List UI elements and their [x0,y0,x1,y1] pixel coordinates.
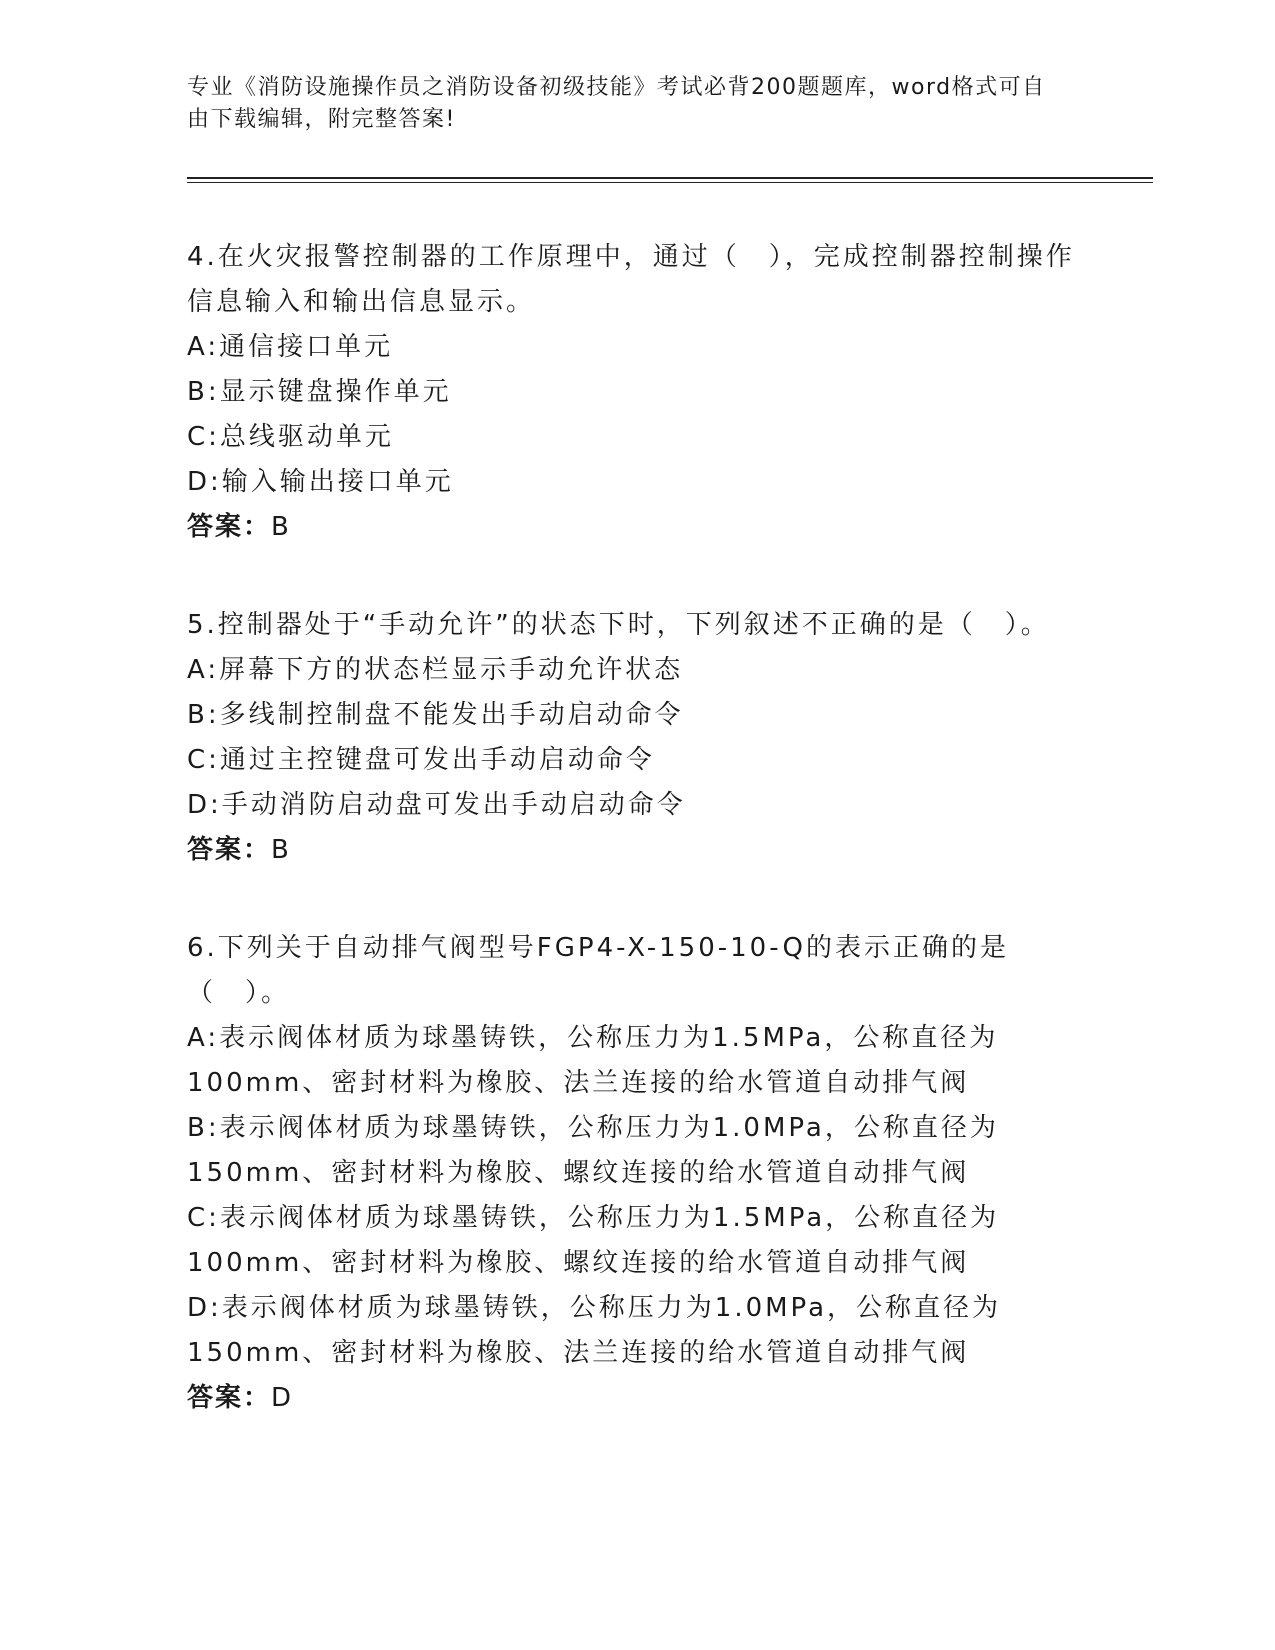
option-d: D:手动消防启动盘可发出手动启动命令 [187,790,686,820]
answer-value: D [271,1383,294,1413]
option-c: C:表示阀体材质为球墨铸铁，公称压力为1.5MPa，公称直径为100mm、密封材料为橡胶、螺纹连接的给水管道自动排气阀 [187,1203,1000,1278]
option-d: D:表示阀体材质为球墨铸铁，公称压力为1.0MPa，公称直径为150mm、密封材料为橡胶、法兰连接的给水管道自动排气阀 [187,1293,1002,1368]
option-a: A:表示阀体材质为球墨铸铁，公称压力为1.5MPa，公称直径为100mm、密封材料为橡胶、法兰连接的给水管道自动排气阀 [187,1023,999,1098]
option-c: C:总线驱动单元 [187,422,394,452]
answer-label: 答案： [187,835,272,865]
document-header: 专业《消防设施操作员之消防设备初级技能》考试必背200题题库，word格式可自由下载编辑，附完整答案! [187,75,1046,132]
question-stem: 4.在火灾报警控制器的工作原理中，通过（ ），完成控制器控制操作信息输入和输出信息显示。 [187,242,1075,317]
option-a: A:通信接口单元 [187,332,394,362]
option-d: D:输入输出接口单元 [187,467,454,497]
option-b: B:显示键盘操作单元 [187,377,452,407]
answer-line [187,1376,1087,1421]
question-item [187,235,1087,550]
header-divider [187,177,1153,183]
answer-line [187,505,1087,550]
answer-label: 答案： [187,1383,272,1413]
answer-label: 答案： [187,512,272,542]
question-stem: 5.控制器处于“手动允许”的状态下时，下列叙述不正确的是（ ）。 [187,610,1050,640]
question-stem: 6.下列关于自动排气阀型号FGP4-X-150-10-Q的表示正确的是（ ）。 [187,933,1010,1008]
question-list [187,235,1087,1474]
answer-value: B [271,835,291,865]
question-item [187,926,1087,1421]
option-b: B:多线制控制盘不能发出手动启动命令 [187,700,684,730]
answer-value: B [271,512,291,542]
question-item [187,603,1087,873]
option-c: C:通过主控键盘可发出手动启动命令 [187,745,655,775]
option-a: A:屏幕下方的状态栏显示手动允许状态 [187,655,684,685]
answer-line [187,828,1087,873]
option-b: B:表示阀体材质为球墨铸铁，公称压力为1.0MPa，公称直径为150mm、密封材料为橡胶、螺纹连接的给水管道自动排气阀 [187,1113,999,1188]
